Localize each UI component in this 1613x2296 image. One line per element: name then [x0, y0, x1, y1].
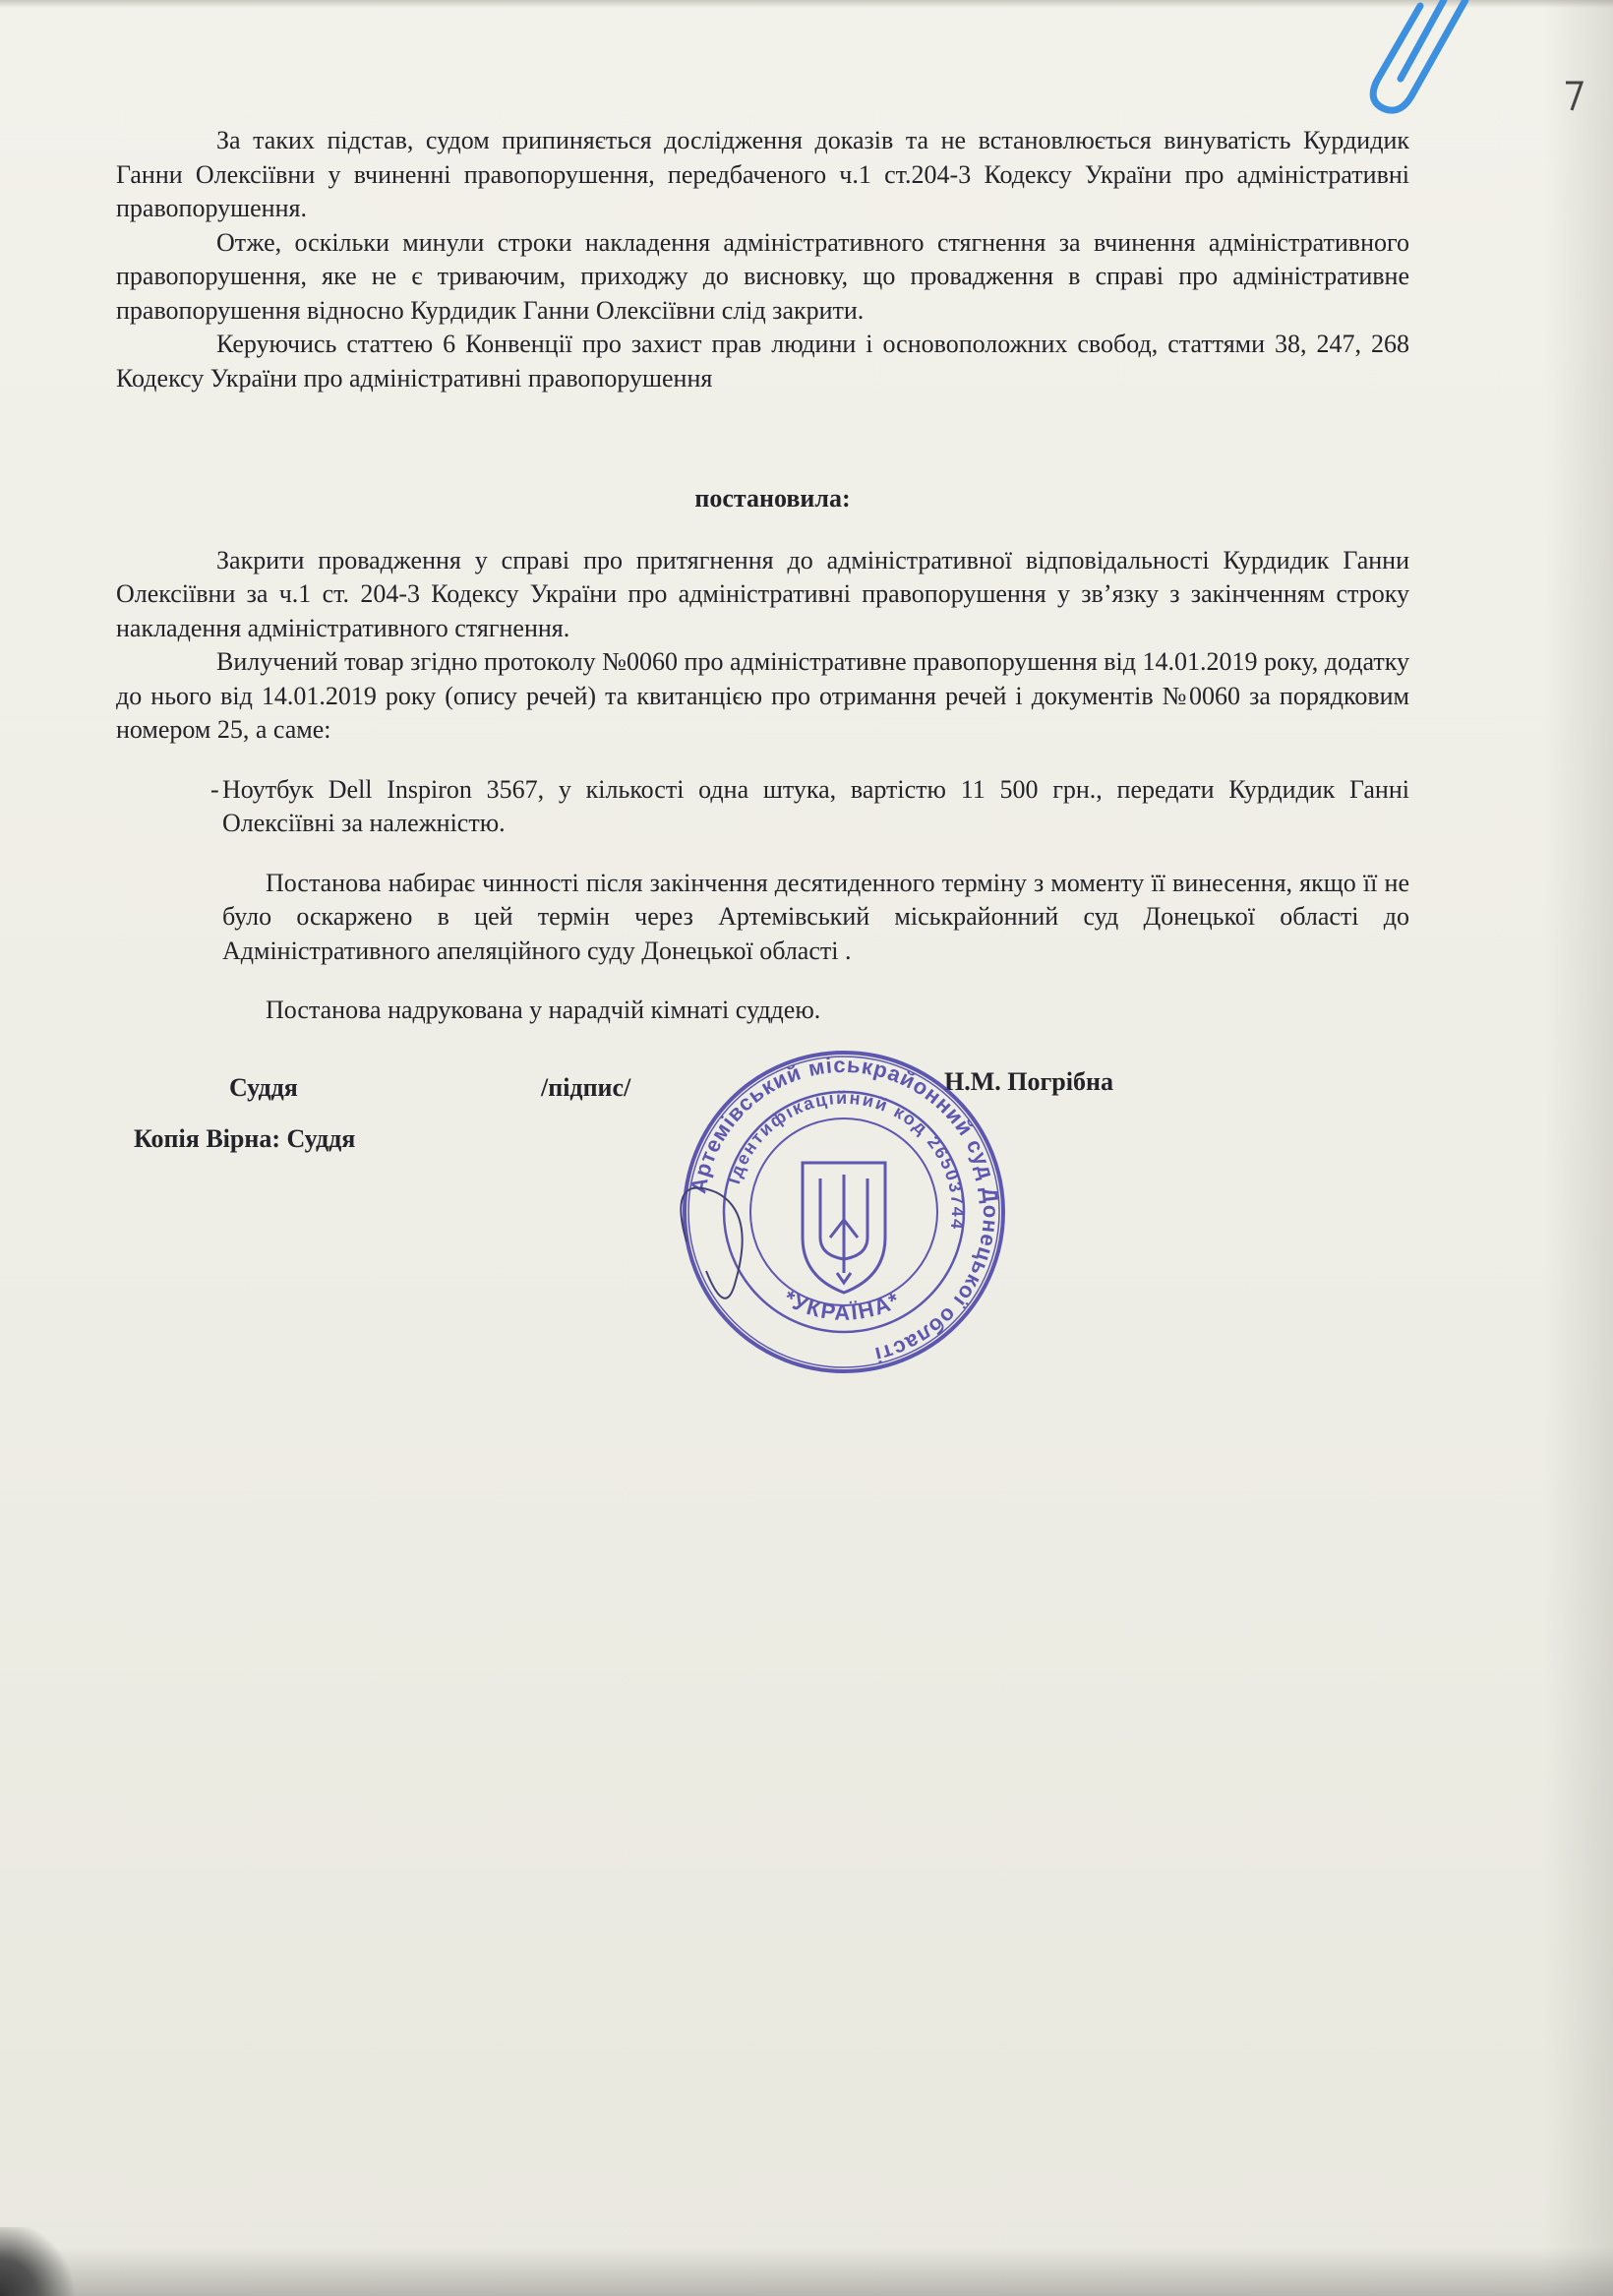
paragraph-conclusion: Отже, оскільки минули строки накладення адміністративного стягнення за вчинення адміністративного правопорушення, яке не є триваючим, приходжу до висновку, що провадження в справі про адміністративне правопорушення відносно Курдидик Ганни Олексіївни слід закрити. [116, 227, 1409, 325]
paragraph-grounds: За таких підстав, судом припиняється дослідження доказів та не встановлюється винуватість Курдидик Ганни Олексіївни у вчиненні правопорушення, передбаченого ч.1 ст.204-3 Кодексу України про адміністративні правопорушення. [116, 126, 1409, 222]
stamp-inner-text: Ідентифікаційний код 26503744 [724, 1087, 969, 1233]
paragraph-legal-basis: Керуючись статтею 6 Конвенції про захист прав людини і основоположних свобод, статтями 38, 247, 268 Кодексу України про адміністративні правопорушення [116, 330, 1409, 393]
margin-mark-icon [1560, 77, 1589, 116]
paragraph-effective-date: Постанова набирає чинності після закінчення десятиденного терміну з моменту її винесення, якщо її не було оскаржено в цей термін через Артемівський міськрайонний суд Донецької області до Адміністративного апеляційного суду Донецької області . [222, 868, 1409, 965]
document-body [116, 124, 1409, 1162]
list-item-text: Ноутбук Dell Inspiron 3567, у кількості одна штука, вартістю 11 500 грн., передати Курдидик Ганні Олексіївні за належністю. [222, 774, 1409, 837]
paragraph-seized-goods: Вилучений товар згідно протоколу №0060 про адміністративне правопорушення від 14.01.2019 року, додатку до нього від 14.01.2019 року (опису речей) та квитанцією про отримання речей і документів №0060 за порядковим номером 25, а саме: [116, 647, 1409, 744]
stamp-outer-text: Артемівський міськрайонний суд Донецької області [686, 1052, 1004, 1368]
signature-placeholder: /підпис/ [541, 1072, 631, 1102]
judge-name: Н.М. Погрібна [944, 1066, 1113, 1096]
paper-clip-icon [1318, 0, 1475, 138]
resolution-heading: постановила: [694, 484, 851, 513]
paragraph-close-proceedings: Закрити провадження у справі про притягнення до адміністративної відповідальності Курдидик Ганни Олексіївни за ч.1 ст. 204-3 Кодексу України про адміністративні правопорушення у зв’язку з закінченням строку накладення адміністративного стягнення. [116, 545, 1409, 642]
judge-label: Суддя [229, 1072, 298, 1102]
scan-corner-shadow [0, 2227, 79, 2296]
handwritten-signature-stroke [681, 1188, 742, 1299]
stamp-country-text: *УКРАЇНА* [779, 1285, 906, 1325]
court-stamp-seal [677, 1045, 1011, 1379]
svg-text:Ідентифікаційний код 26503744 [724, 1088, 968, 1232]
trident-emblem-icon [803, 1163, 885, 1293]
scan-bottom-edge [0, 2247, 1613, 2296]
paragraph-printed-note: Постанова надрукована у нарадчій кімнаті суддею. [266, 996, 821, 1024]
bullet-dash: - [210, 774, 219, 804]
copy-certification-label: Копія Вірна: Суддя [134, 1123, 356, 1153]
scan-right-edge [1544, 0, 1613, 2296]
list-item [116, 773, 1409, 841]
